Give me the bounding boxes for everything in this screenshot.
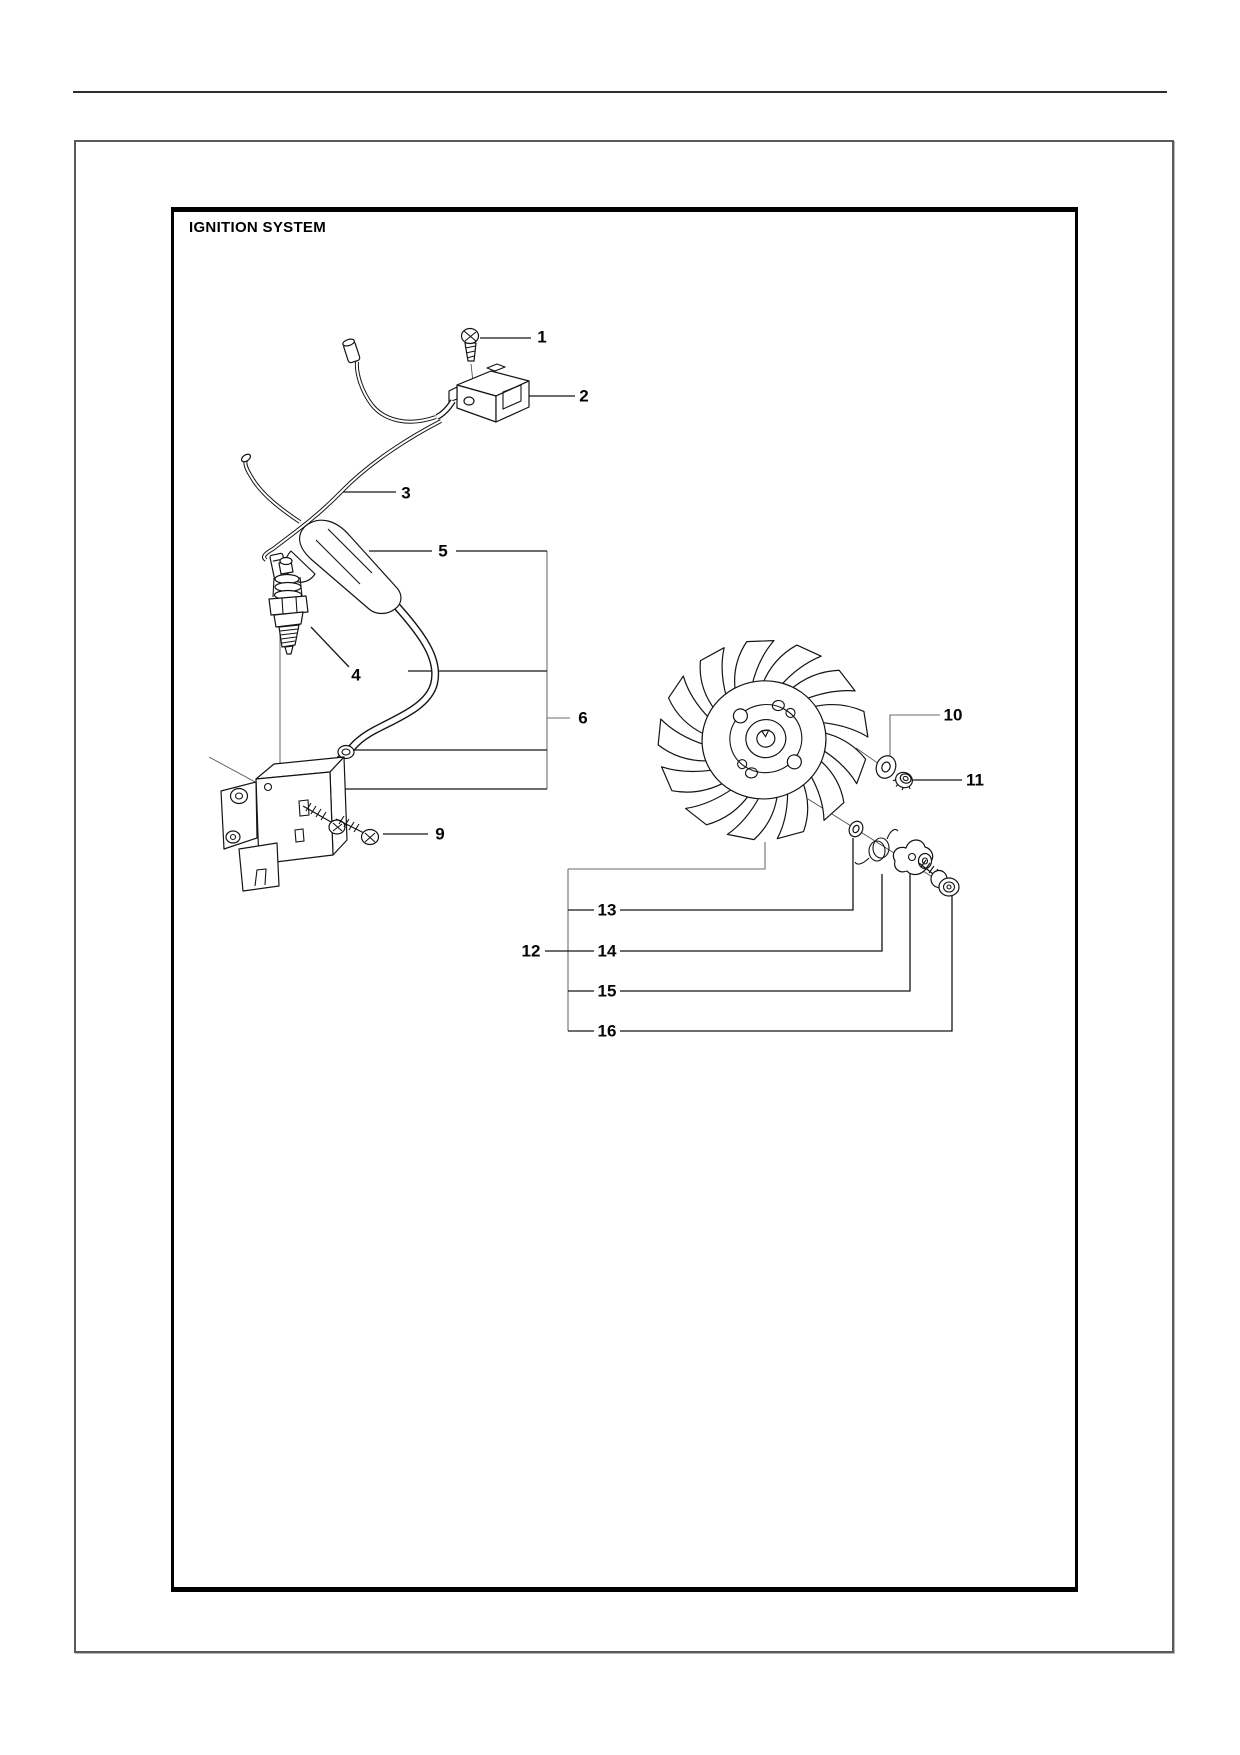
callout-4: 4 — [351, 665, 361, 685]
callout-10: 10 — [943, 705, 963, 725]
callout-15: 15 — [597, 981, 617, 1001]
callout-16: 16 — [597, 1021, 617, 1041]
callout-11: 11 — [966, 770, 984, 790]
callout-1: 1 — [537, 327, 547, 347]
callout-14: 14 — [597, 941, 617, 961]
diagram-frame — [171, 207, 1078, 1592]
callout-6: 6 — [578, 708, 588, 728]
callout-5: 5 — [438, 541, 448, 561]
section-title: IGNITION SYSTEM — [189, 219, 327, 236]
callout-2: 2 — [579, 386, 589, 406]
callout-13: 13 — [597, 900, 617, 920]
callout-3: 3 — [401, 483, 411, 503]
callout-9: 9 — [435, 824, 445, 844]
callout-12: 12 — [521, 941, 541, 961]
page-top-rule — [73, 91, 1167, 93]
